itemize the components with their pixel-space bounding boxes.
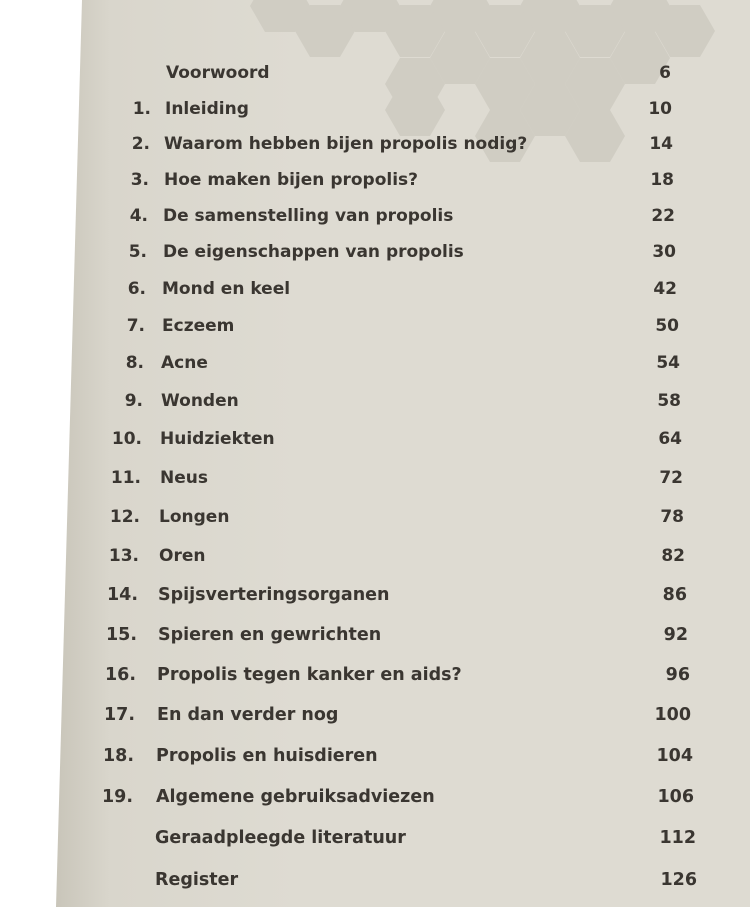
toc-entry-title: Propolis tegen kanker en aids? — [157, 665, 462, 685]
toc-entry-title: Huidziekten — [160, 429, 275, 449]
toc-entry-page: 86 — [662, 585, 687, 605]
toc-entry-page: 30 — [652, 242, 676, 262]
toc-entry-page: 126 — [660, 870, 697, 890]
toc-entry-title: Algemene gebruiksadviezen — [156, 787, 435, 807]
toc-entry-title: Wonden — [161, 391, 239, 411]
toc-entry-title: Spijsverteringsorganen — [158, 585, 390, 605]
toc-entry-page: 50 — [655, 316, 679, 336]
toc-entry-title: De eigenschappen van propolis — [163, 242, 464, 262]
toc-entry-page: 106 — [657, 787, 694, 807]
toc-entry-title: Mond en keel — [162, 279, 291, 299]
toc-entry-title: Eczeem — [162, 316, 235, 336]
toc-entry-page: 14 — [649, 134, 673, 154]
toc-entry-number: 11. — [110, 468, 141, 488]
toc-entry-page: 18 — [650, 170, 674, 190]
toc-entry-title: En dan verder nog — [157, 705, 339, 725]
toc-entry-number: 14. — [106, 585, 138, 605]
toc-entry-number: 10. — [111, 429, 142, 449]
toc-entry-page: 96 — [665, 665, 690, 685]
toc-entry-page: 54 — [656, 353, 680, 373]
toc-entry-title: Register — [155, 870, 239, 890]
toc-entry-title: Inleiding — [165, 99, 249, 119]
toc-entry-title: Spieren en gewrichten — [158, 625, 382, 645]
toc-entry-page: 82 — [661, 546, 685, 566]
toc-entry-number: 7. — [126, 316, 145, 336]
toc-entry-title: Neus — [160, 468, 208, 488]
toc-entry-number: 8. — [125, 353, 144, 373]
toc-entry-page: 6 — [659, 63, 671, 83]
toc-entry-number: 1. — [132, 99, 151, 119]
toc-entry-number: 15. — [105, 625, 137, 645]
toc-entry-number: 17. — [103, 705, 135, 725]
toc-entry-title: Propolis en huisdieren — [156, 746, 378, 766]
toc-entry-number: 12. — [109, 507, 140, 527]
toc-entry-number: 18. — [102, 746, 134, 766]
toc-entry-title: Hoe maken bijen propolis? — [164, 170, 419, 190]
toc-entry-number: 16. — [104, 665, 136, 685]
toc-entry-page: 104 — [656, 746, 693, 766]
toc-entry-page: 42 — [653, 279, 677, 299]
toc-entry-number: 2. — [131, 134, 150, 154]
toc-entry-page: 112 — [659, 828, 696, 848]
toc-entry-page: 72 — [659, 468, 683, 488]
toc-entry-number: 9. — [124, 391, 143, 411]
toc-entry-page: 22 — [651, 206, 675, 226]
toc-entry-title: Voorwoord — [166, 63, 270, 83]
toc-entry-page: 100 — [654, 705, 691, 725]
toc-entry-number: 13. — [108, 546, 139, 566]
toc-entry-title: Oren — [159, 546, 206, 566]
toc-entry-title: De samenstelling van propolis — [163, 206, 454, 226]
toc-entry-title: Longen — [159, 507, 230, 527]
toc-entry-number: 4. — [129, 206, 148, 226]
toc-entry-number: 19. — [101, 787, 133, 807]
toc-entry-page: 78 — [660, 507, 684, 527]
toc-entry-number: 6. — [127, 279, 146, 299]
toc-entry-title: Waarom hebben bijen propolis nodig? — [164, 134, 528, 154]
toc-entry-title: Geraadpleegde literatuur — [155, 828, 406, 848]
toc-entry-page: 92 — [663, 625, 688, 645]
toc-entry-title: Acne — [161, 353, 208, 373]
toc-entry-page: 58 — [657, 391, 681, 411]
toc-entry-page: 10 — [648, 99, 672, 119]
toc-entry-number: 3. — [130, 170, 149, 190]
toc-entry-page: 64 — [658, 429, 682, 449]
toc-entry-number: 5. — [128, 242, 147, 262]
